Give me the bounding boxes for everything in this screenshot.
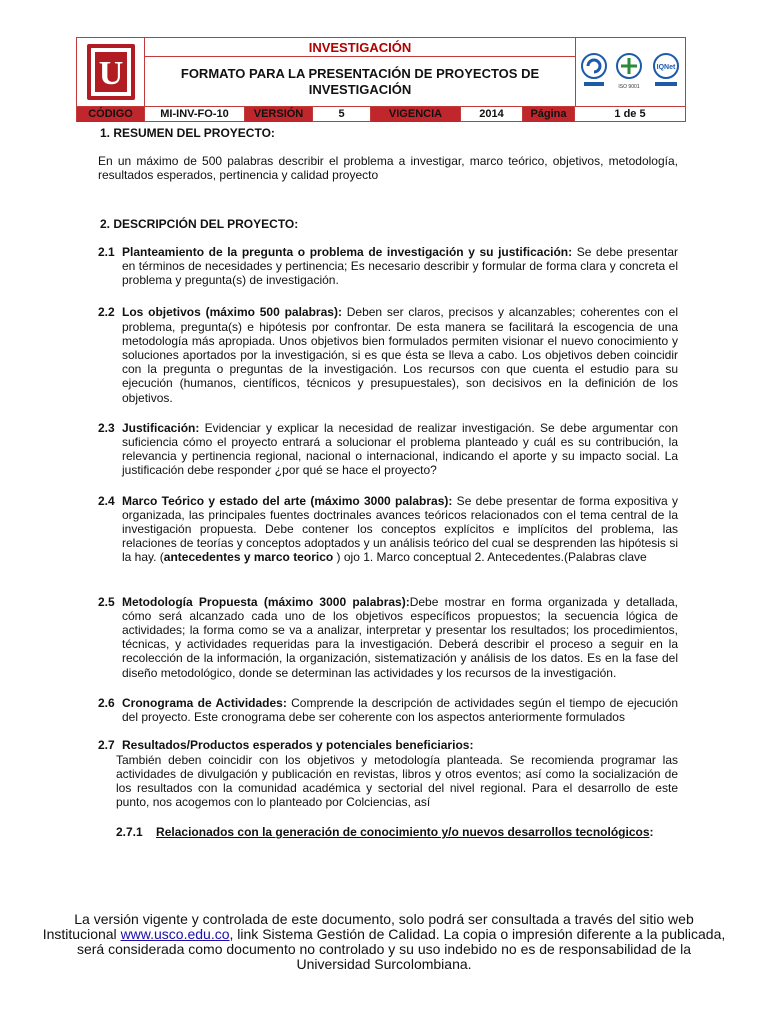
item-2-4-number: 2.4 bbox=[98, 493, 115, 508]
item-2-7 bbox=[98, 738, 678, 752]
section-1-text: En un máximo de 500 palabras describir el problema a investigar, marco teórico, objetivos, metodología, resultados esperados, pertinencia y calidad proyecto bbox=[98, 154, 678, 183]
header-title: INVESTIGACIÓN bbox=[145, 38, 575, 57]
vigencia-label: VIGENCIA bbox=[371, 107, 461, 122]
pagina-label: Página bbox=[523, 107, 575, 122]
item-2-7-1-colon: : bbox=[649, 825, 654, 840]
shield-logo-icon bbox=[85, 42, 137, 102]
item-2-3-text: Evidenciar y explicar la necesidad de realizar investigación. Se debe argumentar con suficiencia cómo el proyecto entrará a solucionar el problema planteado y cuál es su contribución, la relevancia y pertinencia regional, nacional o internacional, indicando el aporte y su impacto social. La justificación debe responder ¿por qué se hace el proyecto? bbox=[122, 420, 678, 478]
iqnet-cert-icon bbox=[651, 52, 681, 92]
item-2-4-bold-note: antecedentes y marco teorico bbox=[163, 550, 334, 565]
document-body bbox=[98, 126, 678, 840]
item-2-7-1-number: 2.7.1 bbox=[116, 825, 143, 840]
header-meta-row bbox=[77, 106, 685, 122]
codigo-label: CÓDIGO bbox=[77, 107, 145, 122]
item-2-5 bbox=[98, 595, 678, 680]
footer-text-start: La versión vigente y controlada de este documento, solo podrá ser consultada a través del sitio web Institucional bbox=[42, 911, 694, 942]
item-2-5-number: 2.5 bbox=[98, 594, 115, 609]
document-footer bbox=[40, 912, 728, 972]
section-2-title: 2. DESCRIPCIÓN DEL PROYECTO: bbox=[100, 216, 299, 231]
item-2-7-text: También deben coincidir con los objetivos y metodología planteada. Se recomienda programar las actividades de divulgación y publicación en revistas, libros y otros eventos; así como la socialización de los resultados con la comunidad académica y sectorial del nivel regional. Para el desarrollo de este punto, nos acogemos con lo planteado por Colciencias, así bbox=[116, 752, 678, 810]
item-2-3-number: 2.3 bbox=[98, 420, 115, 435]
item-2-4 bbox=[98, 494, 678, 565]
item-2-5-text: Debe mostrar en forma organizada y detallada, cómo será alcanzado cada uno de los objetivos específicos propuestos; la secuencia lógica de actividades; la forma como se va a analizar, interpretar y presentar los resultados; los procedimientos, técnicas, y actividades requeridas para la investigación. Deberá describir el proceso a seguir en la recolección de la información, la organización, sistematización y análisis de los datos. Es en la fase del diseño metodológico, donde se determinan las actividades y los recursos de la investigación. bbox=[122, 594, 678, 680]
pagina-value: 1 de 5 bbox=[614, 108, 646, 120]
item-2-7-1 bbox=[98, 825, 678, 839]
item-2-6-number: 2.6 bbox=[98, 695, 115, 710]
vigencia-value: 2014 bbox=[461, 107, 523, 122]
item-2-2-heading: Los objetivos (máximo 500 palabras): bbox=[122, 305, 342, 320]
item-2-3 bbox=[98, 421, 678, 478]
item-2-4-text: Se debe presentar de forma expositiva y organizada, las principales fuentes doctrinales avances teóricos relacionados con el tema central de la investigación propuesta. Debe contener los conceptos explícitos e implícitos del problema, las relaciones de teorías y conceptos adoptados y un análisis teórico del cual se desprenden las hipótesis si la hay. ( bbox=[122, 493, 678, 565]
item-2-1 bbox=[98, 245, 678, 288]
item-2-6-text: Comprende la descripción de actividades según el tiempo de ejecución del proyecto. Este cronograma debe ser coherente con los aspectos anteriormente formulados bbox=[122, 695, 678, 725]
codigo-value: MI-INV-FO-10 bbox=[145, 107, 245, 122]
item-2-2-number: 2.2 bbox=[98, 305, 115, 320]
svg-text:U: U bbox=[98, 55, 123, 92]
section-1-title: 1. RESUMEN DEL PROYECTO: bbox=[100, 126, 275, 140]
iso-cert-icon bbox=[615, 52, 643, 92]
item-2-5-heading: Metodología Propuesta (máximo 3000 palabras): bbox=[122, 594, 410, 609]
item-2-1-number: 2.1 bbox=[98, 244, 115, 259]
item-2-4-heading: Marco Teórico y estado del arte (máximo 3000 palabras): bbox=[122, 493, 453, 508]
item-2-1-heading: Planteamiento de la pregunta o problema de investigación y su justificación: bbox=[122, 244, 573, 259]
item-2-6-heading: Cronograma de Actividades: bbox=[122, 695, 287, 710]
footer-text-end: , link Sistema Gestión de Calidad. La copia o impresión diferente a la publicada, será considerada como documento no controlado y su uso indebido no es de responsabilidad de la Universidad Surcolombiana. bbox=[76, 926, 726, 972]
item-2-6 bbox=[98, 696, 678, 724]
item-2-7-heading: Resultados/Productos esperados y potenciales beneficiarios: bbox=[122, 738, 474, 753]
document-header bbox=[76, 37, 686, 122]
usco-website-link[interactable]: www.usco.edu.co bbox=[120, 926, 230, 942]
svg-text:ISO 9001: ISO 9001 bbox=[618, 84, 641, 90]
version-label: VERSIÓN bbox=[245, 107, 313, 122]
item-2-3-heading: Justificación: bbox=[122, 420, 200, 435]
item-2-7-1-heading: Relacionados con la generación de conocimiento y/o nuevos desarrollos tecnológicos bbox=[156, 825, 650, 840]
item-2-2-text: Deben ser claros, precisos y alcanzables; coherentes con el problema, pregunta(s) e hipótesis por confrontar. De esta manera se facilitará la escogencia de una metodología más apropiada. Unos objetivos bien formulados permiten visionar el nuevo conocimiento y soluciones aportados por la investigación, si es que ésta se lleva a cabo. Los objetivos deben coincidir con la pregunta o preguntas de la investigación. Los recursos con que cuenta el estudio para su ejecución (humanos, científicos, técnicos y presupuestales), son decisivos en la definición de los objetivos. bbox=[122, 305, 678, 405]
header-subtitle: FORMATO PARA LA PRESENTACIÓN DE PROYECTOS DE INVESTIGACIÓN bbox=[180, 65, 540, 97]
certifications bbox=[575, 38, 685, 106]
svg-text:IQNet: IQNet bbox=[656, 64, 676, 71]
item-2-2 bbox=[98, 305, 678, 404]
icontec-cert-icon bbox=[580, 52, 608, 92]
item-2-4-text-end: ) ojo 1. Marco conceptual 2. Antecedentes.(Palabras clave bbox=[333, 550, 647, 565]
item-2-1-text: Se debe presentar en términos de necesidades y pertinencia; Es necesario describir y formular de forma clara y concreta el problema y pregunta(s) de investigación. bbox=[122, 244, 678, 288]
university-logo bbox=[77, 38, 145, 106]
item-2-7-number: 2.7 bbox=[98, 738, 115, 753]
version-value: 5 bbox=[313, 107, 371, 122]
